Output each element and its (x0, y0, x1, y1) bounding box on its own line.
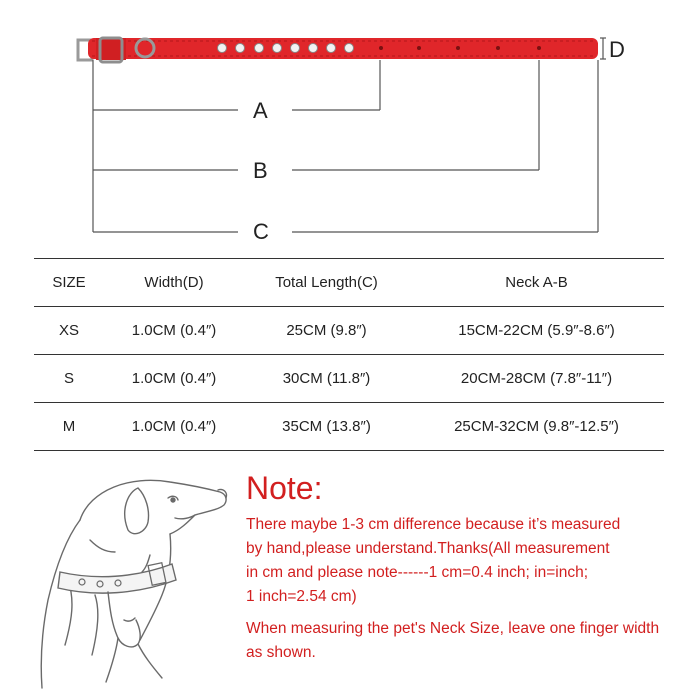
dog-illustration (20, 460, 235, 690)
cell-width: 1.0CM (0.4″) (104, 307, 244, 355)
cell-size: M (34, 403, 104, 451)
cell-neck: 15CM-22CM (5.9″-8.6″) (409, 307, 664, 355)
cell-total-length: 35CM (13.8″) (244, 403, 409, 451)
label-c: C (253, 219, 269, 244)
cell-total-length: 25CM (9.8″) (244, 307, 409, 355)
cell-width: 1.0CM (0.4″) (104, 355, 244, 403)
cell-neck: 20CM-28CM (7.8″-11″) (409, 355, 664, 403)
header-size: SIZE (34, 259, 104, 307)
cell-width: 1.0CM (0.4″) (104, 403, 244, 451)
collar-diagram (0, 0, 700, 250)
table-row (34, 307, 664, 355)
label-d: D (609, 37, 625, 62)
header-width: Width(D) (104, 259, 244, 307)
cell-size: XS (34, 307, 104, 355)
label-a: A (253, 98, 268, 123)
note-body: There maybe 1-3 cm difference because it’s measured by hand,please understand.Thanks(All measurement in cm and please note------1 cm=0.4 inch; in=inch; 1 inch=2.54 cm) (246, 516, 621, 605)
cell-total-length: 30CM (11.8″) (244, 355, 409, 403)
note-title: Note: (246, 470, 323, 506)
table-header-row (34, 259, 664, 307)
label-b: B (253, 158, 268, 183)
cell-neck: 25CM-32CM (9.8″-12.5″) (409, 403, 664, 451)
dog-collar (58, 563, 176, 593)
note-extra: When measuring the pet's Neck Size, leave one finger width as shown. (246, 620, 660, 661)
hand-icon (106, 592, 162, 682)
header-neck: Neck A-B (409, 259, 664, 307)
table-row (34, 403, 664, 451)
cell-size: S (34, 355, 104, 403)
header-total-length: Total Length(C) (244, 259, 409, 307)
table-row (34, 355, 664, 403)
size-table (34, 258, 664, 451)
